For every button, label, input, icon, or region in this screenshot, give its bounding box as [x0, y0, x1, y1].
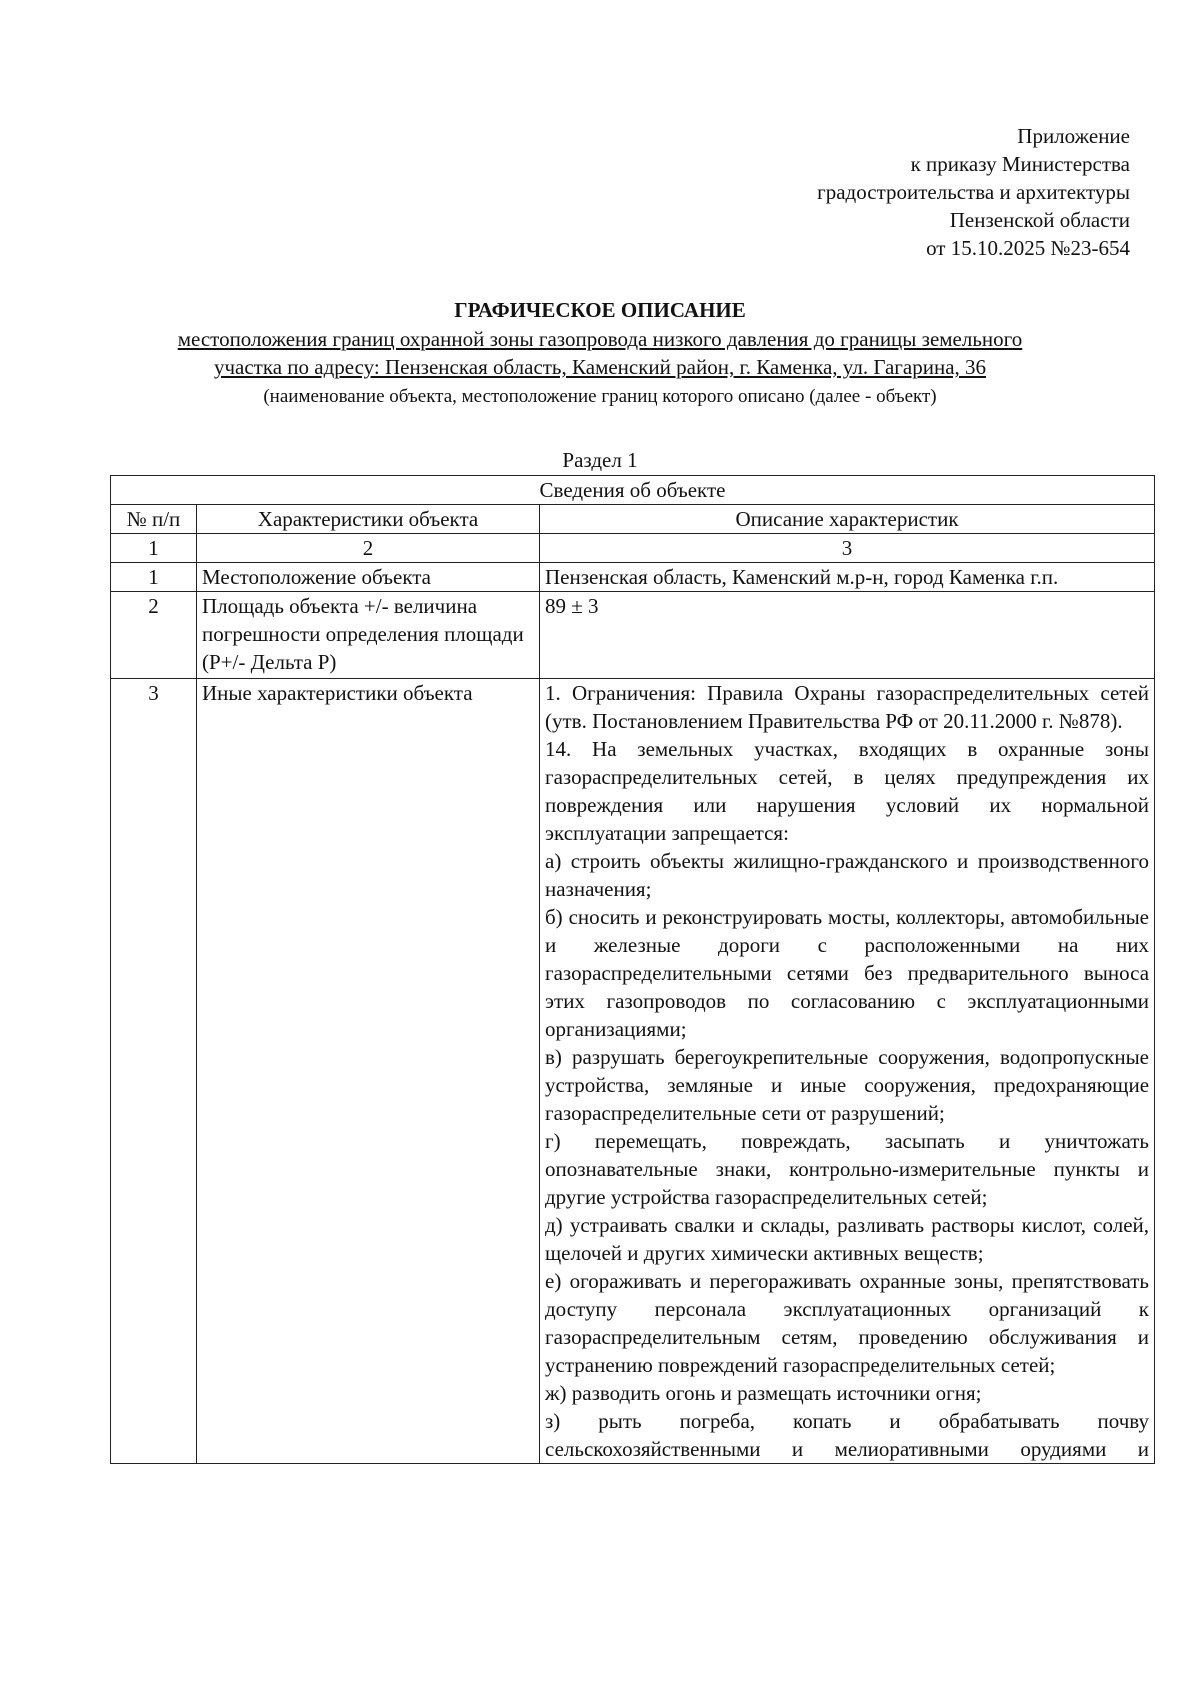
- row-name: Местоположение объекта: [197, 563, 540, 592]
- description-paragraph: Пензенская область, Каменский м.р-н, город Каменка г.п.: [545, 565, 1059, 589]
- description-paragraph: 89 ± 3: [545, 594, 599, 618]
- subtitle-line-1: местоположения границ охранной зоны газопровода низкого давления до границы земельного: [177, 327, 1023, 351]
- description-paragraph: г) перемещать, повреждать, засыпать и уничтожать опознавательные знаки, контрольно-измерительные пункты и другие устройства газораспределительных сетей;: [545, 1129, 1150, 1209]
- object-info-table: [110, 475, 1155, 1464]
- description-paragraph: а) строить объекты жилищно-гражданского и производственного назначения;: [545, 849, 1150, 901]
- description-paragraph: е) огораживать и перегораживать охранные зоны, препятствовать доступу персонала эксплуатационных организаций к газораспределительным сетям, проведению обслуживания и устранению повреждений газораспределительных сетей;: [545, 1269, 1150, 1377]
- description-paragraph: д) устраивать свалки и склады, разливать растворы кислот, солей, щелочей и других химически активных веществ;: [545, 1213, 1150, 1265]
- table-title-row: [111, 476, 1155, 505]
- table-header-row: [111, 505, 1155, 534]
- description-paragraph: 14. На земельных участках, входящих в охранные зоны газораспределительных сетей, в целях предупреждения их повреждения или нарушения условий их нормальной эксплуатации запрещается:: [545, 737, 1150, 845]
- description-paragraph: в) разрушать берегоукрепительные сооружения, водопропускные устройства, земляные и иные сооружения, предохраняющие газораспределительные сети от разрушений;: [545, 1045, 1150, 1125]
- column-number: 3: [540, 534, 1155, 563]
- row-name: Площадь объекта +/- величина погрешности определения площади (P+/- Дельта P): [197, 592, 540, 679]
- description-paragraph: б) сносить и реконструировать мосты, коллекторы, автомобильные и железные дороги с расположенными на них газораспределительными сетями без предварительного выноса этих газопроводов по согласованию с эксплуатационными организациями;: [545, 905, 1150, 1041]
- appendix-line: Пензенской области: [949, 208, 1130, 232]
- row-number: 2: [111, 592, 197, 679]
- header-num: № п/п: [111, 505, 197, 534]
- row-description: [540, 679, 1155, 1464]
- table-title: Сведения об объекте: [111, 476, 1155, 505]
- column-number-row: [111, 534, 1155, 563]
- table-row: [111, 592, 1155, 679]
- row-description: [540, 592, 1155, 679]
- appendix-line: градостроительства и архитектуры: [817, 180, 1130, 204]
- document-subtitle: [0, 325, 1200, 381]
- header-characteristics: Характеристики объекта: [197, 505, 540, 534]
- appendix-line: от 15.10.2025 №23-654: [926, 236, 1130, 260]
- subtitle-line-2: участка по адресу: Пензенская область, Каменский район, г. Каменка, ул. Гагарина, 36: [213, 355, 987, 379]
- description-paragraph: з) рыть погреба, копать и обрабатывать почву сельскохозяйственными и мелиоративными орудиями и: [545, 1409, 1150, 1461]
- table-row: [111, 563, 1155, 592]
- description-paragraph: ж) разводить огонь и размещать источники огня;: [545, 1381, 982, 1405]
- table-row: [111, 679, 1155, 1464]
- appendix-line: Приложение: [1017, 124, 1130, 148]
- appendix-block: [817, 122, 1130, 262]
- header-description: Описание характеристик: [540, 505, 1155, 534]
- section-label: Раздел 1: [562, 448, 638, 472]
- row-description: [540, 563, 1155, 592]
- subtitle-caption: (наименование объекта, местоположение границ которого описано (далее - объект): [263, 386, 937, 407]
- row-number: 3: [111, 679, 197, 1464]
- column-number: 2: [197, 534, 540, 563]
- column-number: 1: [111, 534, 197, 563]
- document-title: ГРАФИЧЕСКОЕ ОПИСАНИЕ: [454, 298, 746, 322]
- description-paragraph: 1. Ограничения: Правила Охраны газораспределительных сетей (утв. Постановлением Правительства РФ от 20.11.2000 г. №878).: [545, 681, 1150, 733]
- appendix-line: к приказу Министерства: [910, 152, 1130, 176]
- row-name: Иные характеристики объекта: [197, 679, 540, 1464]
- row-number: 1: [111, 563, 197, 592]
